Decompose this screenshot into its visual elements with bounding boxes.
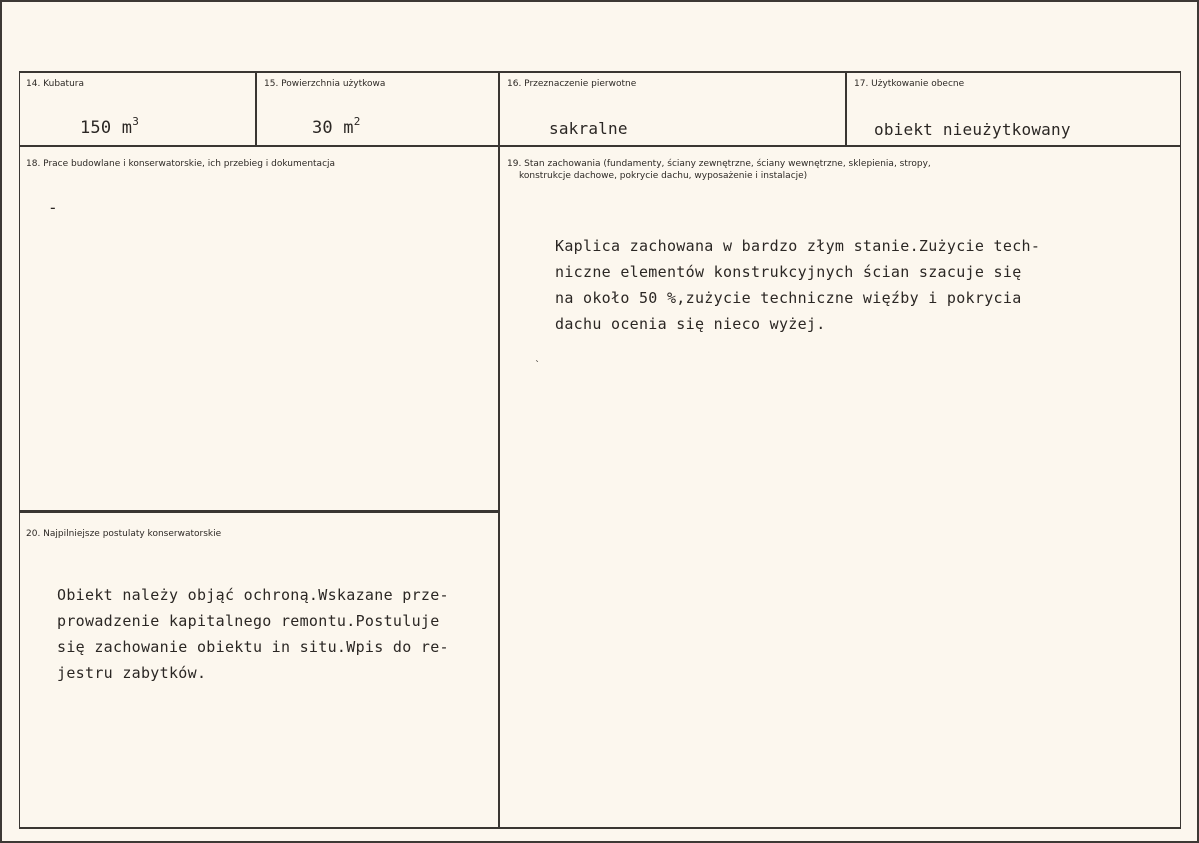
field-15-value	[312, 115, 361, 138]
bottom-rule	[19, 827, 1181, 829]
field-14-value	[80, 115, 140, 138]
field-18-label: 18. Prace budowlane i konserwatorskie, ich przebieg i dokumentacja	[26, 159, 336, 169]
field-16-label: 16. Przeznaczenie pierwotne	[507, 79, 637, 89]
field-17-value: obiekt nieużytkowany	[874, 120, 1071, 139]
field-20-line: jestru zabytków.	[57, 664, 207, 682]
field-15-exponent: 2	[353, 115, 361, 128]
top-rule	[19, 71, 1181, 73]
left-rule	[19, 71, 20, 828]
right-rule	[1180, 71, 1181, 828]
field-15-number: 30 m	[312, 118, 354, 138]
row-divider-2	[19, 510, 500, 513]
field-20-text	[57, 582, 449, 686]
field-14-label: 14. Kubatura	[26, 79, 85, 89]
field-20-line: się zachowanie obiektu in situ.Wpis do re-	[57, 638, 449, 656]
field-20-line: Obiekt należy objąć ochroną.Wskazane prze-	[57, 586, 449, 604]
field-19-label-line1: 19. Stan zachowania (fundamenty, ściany zewnętrzne, ściany wewnętrzne, sklepienia, stropy,	[507, 159, 931, 169]
field-18-value: -	[48, 198, 58, 217]
field-14-number: 150 m	[80, 118, 133, 138]
col-divider-3	[845, 71, 847, 146]
col-divider-1	[255, 71, 257, 146]
field-20-line: prowadzenie kapitalnego remontu.Postuluje	[57, 612, 440, 630]
field-19-text	[555, 233, 1040, 337]
field-14-exponent: 3	[132, 115, 140, 128]
field-19-label-line2: konstrukcje dachowe, pokrycie dachu, wyposażenie i instalacje)	[519, 171, 808, 181]
field-15-label: 15. Powierzchnia użytkowa	[264, 79, 386, 89]
col-divider-2	[498, 71, 500, 828]
field-19-line: na około 50 %,zużycie techniczne więźby i pokrycia	[555, 289, 1022, 307]
row-divider-1	[19, 145, 1181, 147]
field-20-label: 20. Najpilniejsze postulaty konserwatorskie	[26, 529, 222, 539]
field-16-value: sakralne	[549, 119, 628, 138]
field-19-line: niczne elementów konstrukcyjnych ścian szacuje się	[555, 263, 1022, 281]
stray-tick-mark: ˋ	[535, 360, 540, 371]
field-19-line: dachu ocenia się nieco wyżej.	[555, 315, 826, 333]
field-17-label: 17. Użytkowanie obecne	[854, 79, 965, 89]
field-19-line: Kaplica zachowana w bardzo złym stanie.Zużycie tech-	[555, 237, 1041, 255]
